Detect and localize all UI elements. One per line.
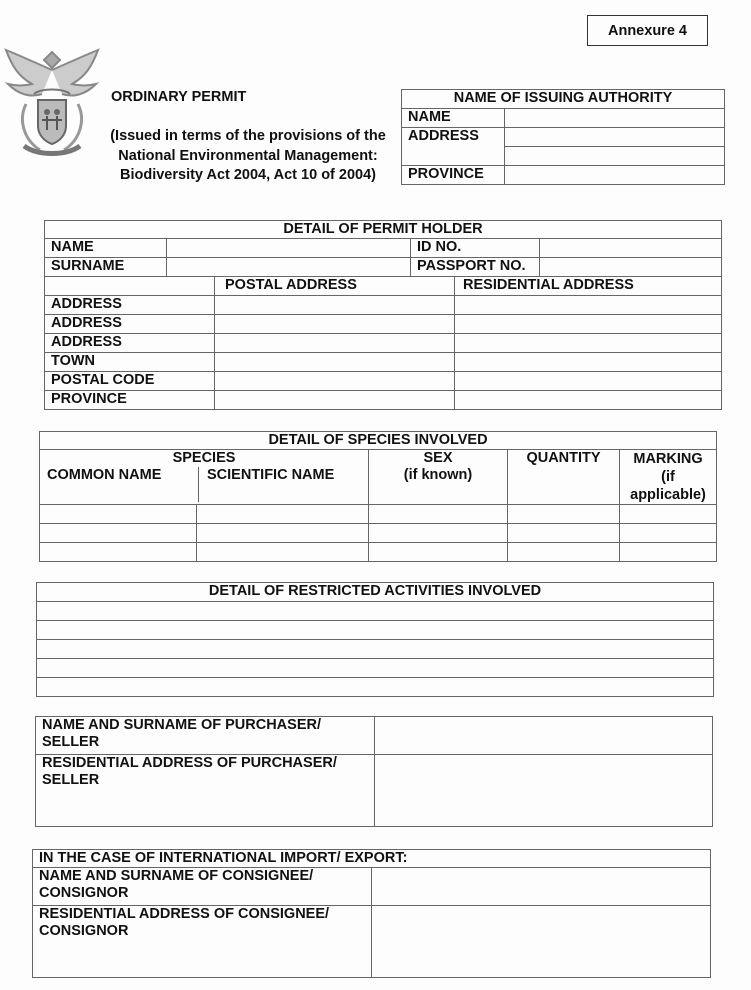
authority-name-label: NAME [402, 109, 505, 128]
authority-address-field[interactable] [505, 128, 725, 147]
species-field[interactable] [620, 505, 717, 524]
restricted-activities-heading: DETAIL OF RESTRICTED ACTIVITIES INVOLVED [37, 583, 714, 602]
consignee-name-field[interactable] [372, 868, 711, 906]
authority-address-label: ADDRESS [402, 128, 505, 147]
holder-row-label: ADDRESS [45, 296, 215, 315]
permit-holder-heading: DETAIL OF PERMIT HOLDER [45, 221, 722, 239]
consignee-name-label-line: NAME AND SURNAME OF CONSIGNEE/ [39, 868, 314, 884]
residential-field[interactable] [455, 315, 722, 334]
authority-address-field-2[interactable] [505, 147, 725, 166]
activity-line[interactable] [37, 621, 714, 640]
species-field[interactable] [197, 505, 369, 524]
residential-field[interactable] [455, 296, 722, 315]
species-field[interactable] [40, 524, 197, 543]
postal-field[interactable] [215, 315, 455, 334]
consignee-address-label-line: CONSIGNOR [39, 923, 129, 939]
sex-heading: SEX [423, 450, 453, 466]
purchaser-address-label [36, 755, 375, 827]
quantity-heading: QUANTITY [508, 450, 620, 505]
species-field[interactable] [197, 524, 369, 543]
international-table [32, 849, 711, 978]
sex-header-cell [369, 450, 508, 505]
holder-name-label: NAME [45, 239, 167, 258]
purchaser-name-label [36, 717, 375, 755]
holder-row-label: ADDRESS [45, 315, 215, 334]
postal-field[interactable] [215, 334, 455, 353]
authority-name-field[interactable] [505, 109, 725, 128]
permit-subtitle-line: (Issued in terms of the provisions of the [110, 128, 386, 144]
holder-surname-field[interactable] [167, 258, 411, 277]
issuing-authority-heading: NAME OF ISSUING AUTHORITY [402, 90, 725, 109]
residential-field[interactable] [455, 372, 722, 391]
species-field[interactable] [369, 505, 508, 524]
marking-note: applicable) [630, 487, 706, 503]
species-field[interactable] [620, 543, 717, 562]
authority-province-label: PROVINCE [402, 166, 505, 185]
holder-row-label: TOWN [45, 353, 215, 372]
species-field[interactable] [620, 524, 717, 543]
holder-surname-label: SURNAME [45, 258, 167, 277]
international-heading: IN THE CASE OF INTERNATIONAL IMPORT/ EXPORT: [33, 850, 711, 868]
species-table [39, 431, 717, 562]
consignee-name-label [33, 868, 372, 906]
species-field[interactable] [197, 543, 369, 562]
permit-subtitle [107, 127, 389, 186]
permit-subtitle-line: National Environmental Management: [118, 147, 378, 164]
issuing-authority-table [401, 89, 725, 185]
purchaser-name-field[interactable] [375, 717, 713, 755]
species-field[interactable] [508, 505, 620, 524]
holder-row-label: ADDRESS [45, 334, 215, 353]
marking-heading: MARKING [633, 451, 703, 467]
purchaser-address-label-line: RESIDENTIAL ADDRESS OF PURCHASER/ [42, 755, 337, 771]
postal-field[interactable] [215, 372, 455, 391]
consignee-address-label [33, 906, 372, 978]
coat-of-arms-logo [4, 42, 100, 160]
restricted-activities-table [36, 582, 714, 697]
holder-passport-label: PASSPORT NO. [411, 258, 540, 277]
permit-title: ORDINARY PERMIT [111, 89, 247, 105]
marking-note: (if [661, 469, 675, 485]
authority-address-continued [402, 147, 505, 166]
holder-id-label: ID NO. [411, 239, 540, 258]
activity-line[interactable] [37, 678, 714, 697]
holder-name-field[interactable] [167, 239, 411, 258]
postal-address-heading: POSTAL ADDRESS [215, 277, 455, 296]
marking-header-cell [620, 450, 717, 505]
common-name-heading: COMMON NAME [40, 467, 199, 502]
residential-address-heading: RESIDENTIAL ADDRESS [455, 277, 722, 296]
species-field[interactable] [40, 543, 197, 562]
purchaser-table [35, 716, 713, 827]
postal-field[interactable] [215, 296, 455, 315]
species-field[interactable] [508, 524, 620, 543]
holder-row-label: PROVINCE [45, 391, 215, 410]
sex-note: (if known) [403, 467, 473, 483]
activity-line[interactable] [37, 640, 714, 659]
authority-province-field[interactable] [505, 166, 725, 185]
residential-field[interactable] [455, 391, 722, 410]
activity-line[interactable] [37, 659, 714, 678]
purchaser-name-label-line: NAME AND SURNAME OF PURCHASER/ [42, 717, 321, 733]
species-field[interactable] [508, 543, 620, 562]
holder-row-label: POSTAL CODE [45, 372, 215, 391]
permit-subtitle-line: Biodiversity Act 2004, Act 10 of 2004) [119, 167, 376, 183]
species-field[interactable] [40, 505, 197, 524]
residential-field[interactable] [455, 353, 722, 372]
holder-passport-field[interactable] [540, 258, 722, 277]
annexure-label: Annexure 4 [587, 15, 708, 46]
species-heading: DETAIL OF SPECIES INVOLVED [40, 432, 717, 450]
consignee-address-label-line: RESIDENTIAL ADDRESS OF CONSIGNEE/ [39, 906, 330, 922]
species-field[interactable] [369, 543, 508, 562]
species-header-cell [40, 450, 369, 505]
purchaser-address-label-line: SELLER [42, 772, 100, 788]
holder-id-field[interactable] [540, 239, 722, 258]
permit-holder-table [44, 220, 722, 410]
consignee-name-label-line: CONSIGNOR [39, 885, 129, 901]
activity-line[interactable] [37, 602, 714, 621]
purchaser-name-label-line: SELLER [42, 734, 100, 750]
scientific-name-heading: SCIENTIFIC NAME [207, 467, 335, 483]
purchaser-address-field[interactable] [375, 755, 713, 827]
residential-field[interactable] [455, 334, 722, 353]
postal-field[interactable] [215, 353, 455, 372]
consignee-address-field[interactable] [372, 906, 711, 978]
postal-field[interactable] [215, 391, 455, 410]
address-column-blank [45, 277, 215, 296]
species-field[interactable] [369, 524, 508, 543]
species-label: SPECIES [172, 450, 236, 466]
species-subheaders [40, 467, 368, 502]
